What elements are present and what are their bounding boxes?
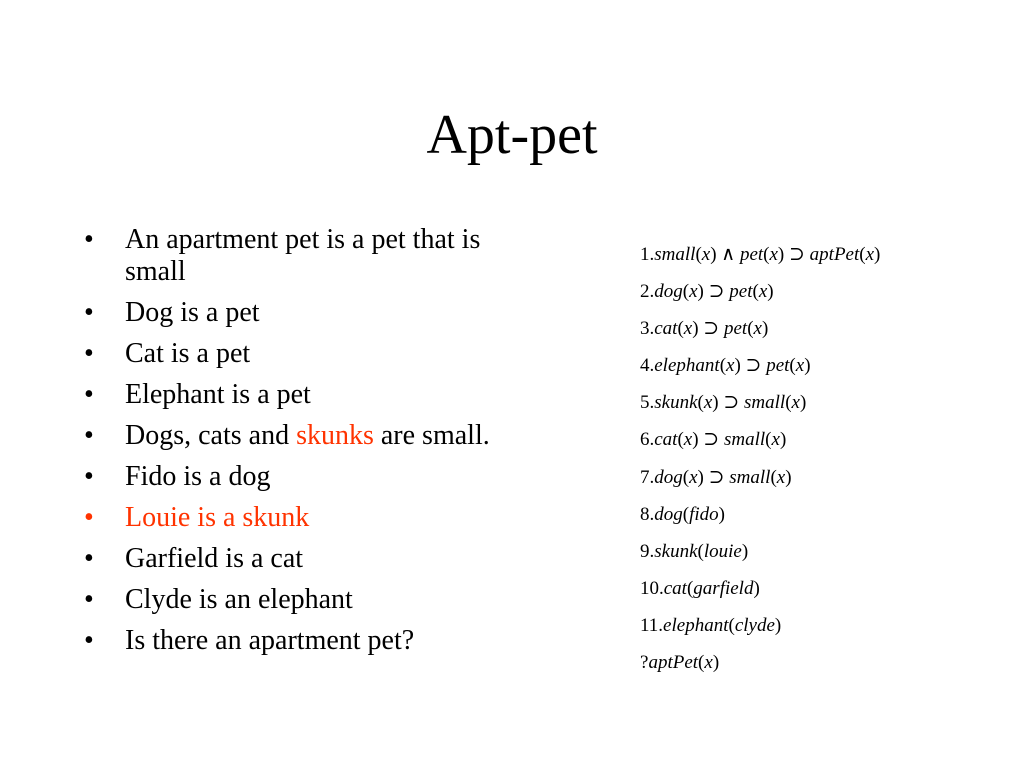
formula-line: 3.cat(x) ⊃ pet(x) xyxy=(640,318,769,340)
formula-line: 5.skunk(x) ⊃ small(x) xyxy=(640,392,807,414)
bullet-glyph: • xyxy=(84,338,94,369)
bullet-item xyxy=(84,379,504,411)
bullet-glyph: • xyxy=(84,224,94,255)
formula-line: 4.elephant(x) ⊃ pet(x) xyxy=(640,355,811,377)
bullet-glyph: • xyxy=(84,420,94,451)
bullet-item-highlighted xyxy=(84,502,504,534)
bullet-glyph: • xyxy=(84,502,94,533)
formula-line: 8.dog(fido) xyxy=(640,503,725,525)
bullet-list xyxy=(84,224,504,666)
bullet-item xyxy=(84,461,504,493)
bullet-item xyxy=(84,420,504,452)
bullet-text: Louie is a skunk xyxy=(125,502,310,533)
logic-formulas xyxy=(640,243,1010,688)
bullet-text: Elephant is a pet xyxy=(125,379,311,410)
formula-line: 2.dog(x) ⊃ pet(x) xyxy=(640,281,774,303)
bullet-glyph: • xyxy=(84,625,94,656)
formula-line: ?aptPet(x) xyxy=(640,652,720,674)
formula-line: 7.dog(x) ⊃ small(x) xyxy=(640,466,792,488)
bullet-item xyxy=(84,625,504,657)
formula-line: 9.skunk(louie) xyxy=(640,540,749,562)
bullet-text-pre: Dogs, cats and xyxy=(125,420,297,451)
bullet-text-post: are small. xyxy=(373,420,490,451)
bullet-glyph: • xyxy=(84,543,94,574)
bullet-glyph: • xyxy=(84,379,94,410)
bullet-text: Garfield is a cat xyxy=(125,543,304,574)
formula-line: 10.cat(garfield) xyxy=(640,577,760,599)
bullet-item xyxy=(84,543,504,575)
bullet-text: Cat is a pet xyxy=(125,338,251,369)
formula-line: 6.cat(x) ⊃ small(x) xyxy=(640,429,787,451)
bullet-text: Fido is a dog xyxy=(125,461,271,492)
formula-line: 1.small(x) ∧ pet(x) ⊃ aptPet(x) xyxy=(640,244,881,265)
bullet-item xyxy=(84,338,504,370)
slide-title: Apt-pet xyxy=(426,104,598,166)
bullet-item xyxy=(84,224,504,288)
bullet-item xyxy=(84,297,504,329)
bullet-text: An apartment pet is a pet that is small xyxy=(125,224,481,287)
bullet-item xyxy=(84,584,504,616)
formula-line: 11.elephant(clyde) xyxy=(640,614,782,636)
bullet-text: Clyde is an elephant xyxy=(125,584,353,615)
bullet-text: Is there an apartment pet? xyxy=(125,625,415,656)
highlight-skunks: skunks xyxy=(296,420,374,451)
bullet-glyph: • xyxy=(84,461,94,492)
bullet-glyph: • xyxy=(84,297,94,328)
bullet-text: Dog is a pet xyxy=(125,297,260,328)
bullet-glyph: • xyxy=(84,584,94,615)
